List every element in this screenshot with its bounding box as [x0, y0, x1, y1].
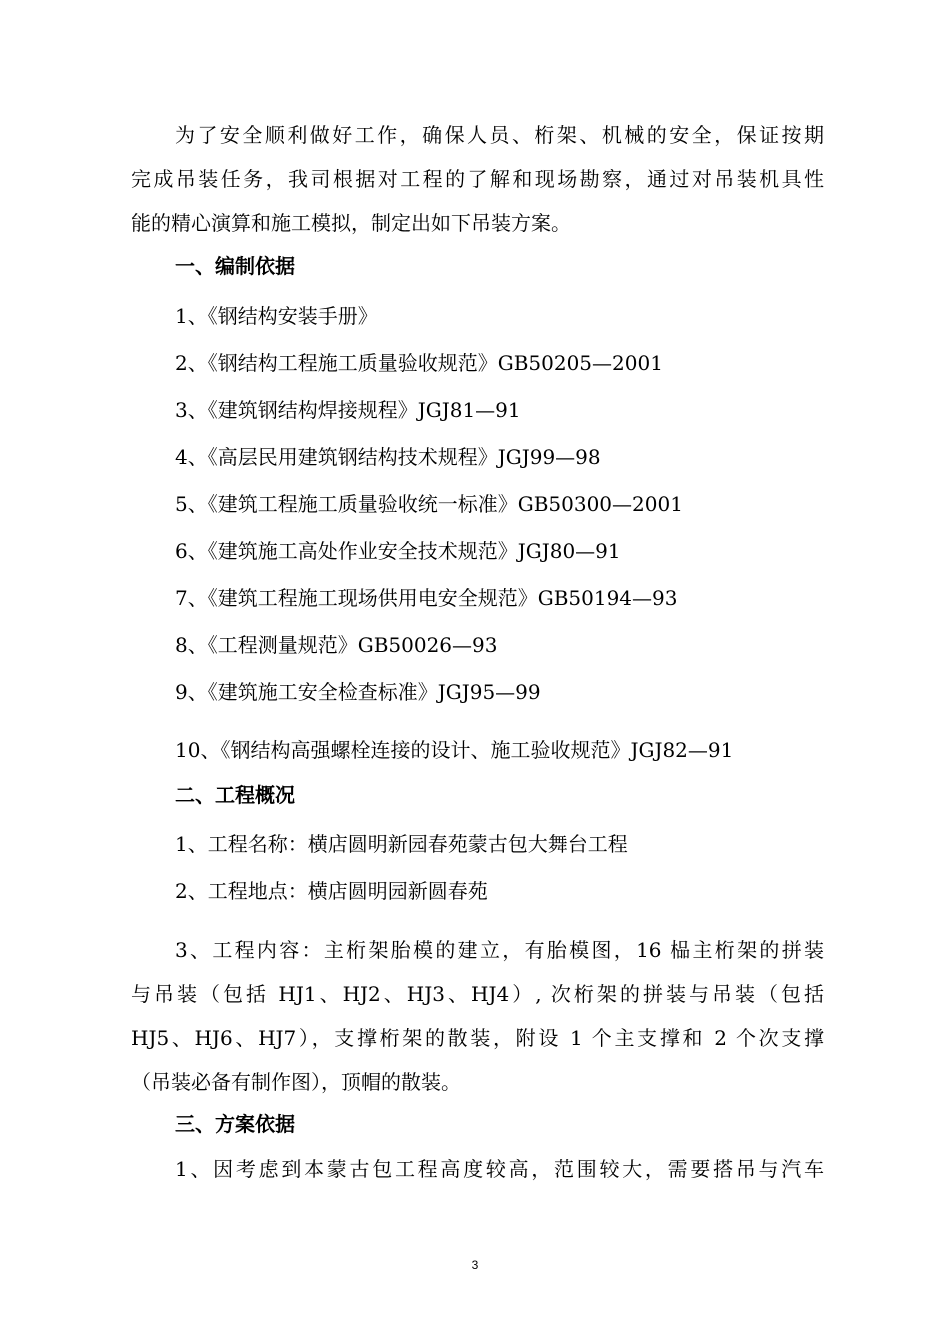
section-heading-plan-basis: 三、方案依据 — [175, 1112, 295, 1136]
intro-line-3: 能的精心演算和施工模拟，制定出如下吊装方案。 — [131, 211, 571, 235]
project-name: 1、工程名称：横店圆明新园春苑蒙古包大舞台工程 — [175, 832, 628, 856]
project-location: 2、工程地点：横店圆明园新圆春苑 — [175, 879, 488, 903]
content-line-4: （吊装必备有制作图），顶帽的散装。 — [131, 1070, 461, 1094]
page-number: 3 — [471, 1258, 479, 1272]
reference-item: 7、《建筑工程施工现场供用电安全规范》GB50194—93 — [175, 586, 678, 610]
section-heading-overview: 二、工程概况 — [175, 783, 295, 807]
reference-item: 5、《建筑工程施工质量验收统一标准》GB50300—2001 — [175, 492, 683, 516]
plan-basis-line-1: 1、因考虑到本蒙古包工程高度较高，范围较大，需要搭吊与汽车 — [175, 1157, 824, 1181]
reference-item: 3、《建筑钢结构焊接规程》JGJ81—91 — [175, 398, 521, 422]
intro-paragraph — [131, 121, 824, 237]
reference-item: 2、《钢结构工程施工质量验收规范》GB50205—2001 — [175, 351, 663, 375]
content-line-3: HJ5、HJ6、HJ7），支撑桁架的散装，附设 1 个主支撑和 2 个次支撑 — [131, 1026, 824, 1050]
reference-item: 10、《钢结构高强螺栓连接的设计、施工验收规范》JGJ82—91 — [175, 738, 734, 762]
reference-item: 8、《工程测量规范》GB50026—93 — [175, 633, 498, 657]
intro-line-1: 为了安全顺利做好工作，确保人员、桁架、机械的安全，保证按期 — [175, 123, 824, 147]
plan-basis-paragraph — [131, 1155, 824, 1183]
reference-item: 6、《建筑施工高处作业安全技术规范》JGJ80—91 — [175, 539, 621, 563]
content-line-2: 与吊装（包括 HJ1、HJ2、HJ3、HJ4）, 次桁架的拼装与吊装（包括 — [131, 982, 824, 1006]
reference-item: 1、《钢结构安装手册》 — [175, 304, 378, 328]
reference-item: 9、《建筑施工安全检查标准》JGJ95—99 — [175, 680, 541, 704]
section-heading-basis: 一、编制依据 — [175, 254, 295, 278]
intro-line-2: 完成吊装任务，我司根据对工程的了解和现场勘察，通过对吊装机具性 — [131, 167, 824, 191]
project-content-paragraph — [131, 936, 824, 1096]
content-line-1: 3、工程内容：主桁架胎模的建立，有胎模图，16 榀主桁架的拼装 — [175, 938, 824, 962]
reference-item: 4、《高层民用建筑钢结构技术规程》JGJ99—98 — [175, 445, 601, 469]
